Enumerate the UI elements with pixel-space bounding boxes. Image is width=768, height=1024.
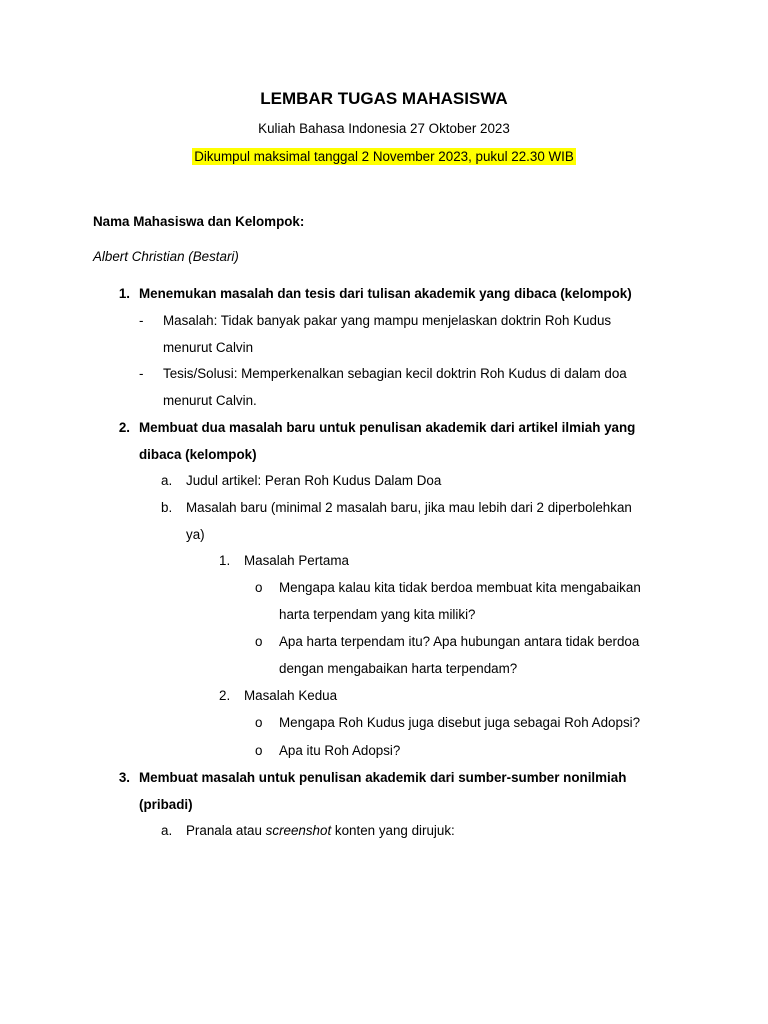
- item-3-heading-line2: (pribadi): [139, 797, 193, 812]
- item-2-sub-b-line1: Masalah baru (minimal 2 masalah baru, jika mau lebih dari 2 diperbolehkan: [186, 500, 632, 515]
- problem-1-marker: 1.: [219, 553, 231, 568]
- problem-1-question-2-marker: o: [255, 634, 263, 649]
- problem-1-label: Masalah Pertama: [244, 553, 349, 568]
- problem-1-question-2-line1: Apa harta terpendam itu? Apa hubungan antara tidak berdoa: [279, 634, 640, 649]
- deadline-highlight: Dikumpul maksimal tanggal 2 November 2023, pukul 22.30 WIB: [194, 149, 574, 164]
- problem-2-label: Masalah Kedua: [244, 688, 338, 703]
- item-2-heading-line1: Membuat dua masalah baru untuk penulisan akademik dari artikel ilmiah yang: [139, 420, 636, 435]
- problem-2-question-2-marker: o: [255, 743, 263, 758]
- item-3-sub-a-text-before: Pranala atau: [186, 823, 266, 838]
- problem-2-question-1-marker: o: [255, 715, 263, 730]
- item-3-sub-a-text: [186, 823, 455, 838]
- item-2-sub-b-line2: ya): [186, 527, 205, 542]
- item-2-sub-a-marker: a.: [161, 473, 173, 488]
- item-2-number: 2.: [118, 420, 130, 435]
- document-subtitle: Kuliah Bahasa Indonesia 27 Oktober 2023: [258, 121, 510, 136]
- item-3-sub-a-marker: a.: [161, 823, 173, 838]
- item-1-bullet-2-line1: Tesis/Solusi: Memperkenalkan sebagian kecil doktrin Roh Kudus di dalam doa: [163, 366, 627, 381]
- problem-2-marker: 2.: [219, 688, 231, 703]
- item-1-number: 1.: [118, 286, 130, 301]
- item-1-bullet-2-marker: -: [139, 366, 144, 381]
- item-1-heading: Menemukan masalah dan tesis dari tulisan akademik yang dibaca (kelompok): [139, 286, 632, 301]
- student-label: Nama Mahasiswa dan Kelompok:: [93, 214, 305, 229]
- item-1-bullet-1-line2: menurut Calvin: [163, 340, 254, 355]
- problem-1-question-1-marker: o: [255, 580, 263, 595]
- item-2-sub-b-marker: b.: [161, 500, 173, 515]
- item-1-bullet-2-line2: menurut Calvin.: [163, 393, 257, 408]
- item-1-bullet-1-line1: Masalah: Tidak banyak pakar yang mampu menjelaskan doktrin Roh Kudus: [163, 313, 612, 328]
- problem-1-question-1-line2: harta terpendam yang kita miliki?: [279, 607, 476, 622]
- item-3-sub-a-text-after: konten yang dirujuk:: [331, 823, 455, 838]
- deadline-row: [0, 149, 768, 164]
- item-2-heading-line2: dibaca (kelompok): [139, 447, 257, 462]
- problem-2-question-2-line1: Apa itu Roh Adopsi?: [279, 743, 401, 758]
- item-3-heading-line1: Membuat masalah untuk penulisan akademik dari sumber-sumber nonilmiah: [139, 770, 627, 785]
- problem-2-question-1-line1: Mengapa Roh Kudus juga disebut juga sebagai Roh Adopsi?: [279, 715, 641, 730]
- item-3-number: 3.: [118, 770, 130, 785]
- item-3-sub-a-text-italic: screenshot: [265, 823, 332, 838]
- problem-1-question-2-line2: dengan mengabaikan harta terpendam?: [279, 661, 518, 676]
- item-1-bullet-1-marker: -: [139, 313, 144, 328]
- item-2-sub-a-text: Judul artikel: Peran Roh Kudus Dalam Doa: [186, 473, 442, 488]
- student-name: Albert Christian (Bestari): [93, 249, 239, 264]
- problem-1-question-1-line1: Mengapa kalau kita tidak berdoa membuat kita mengabaikan: [279, 580, 641, 595]
- document-title: LEMBAR TUGAS MAHASISWA: [260, 89, 508, 108]
